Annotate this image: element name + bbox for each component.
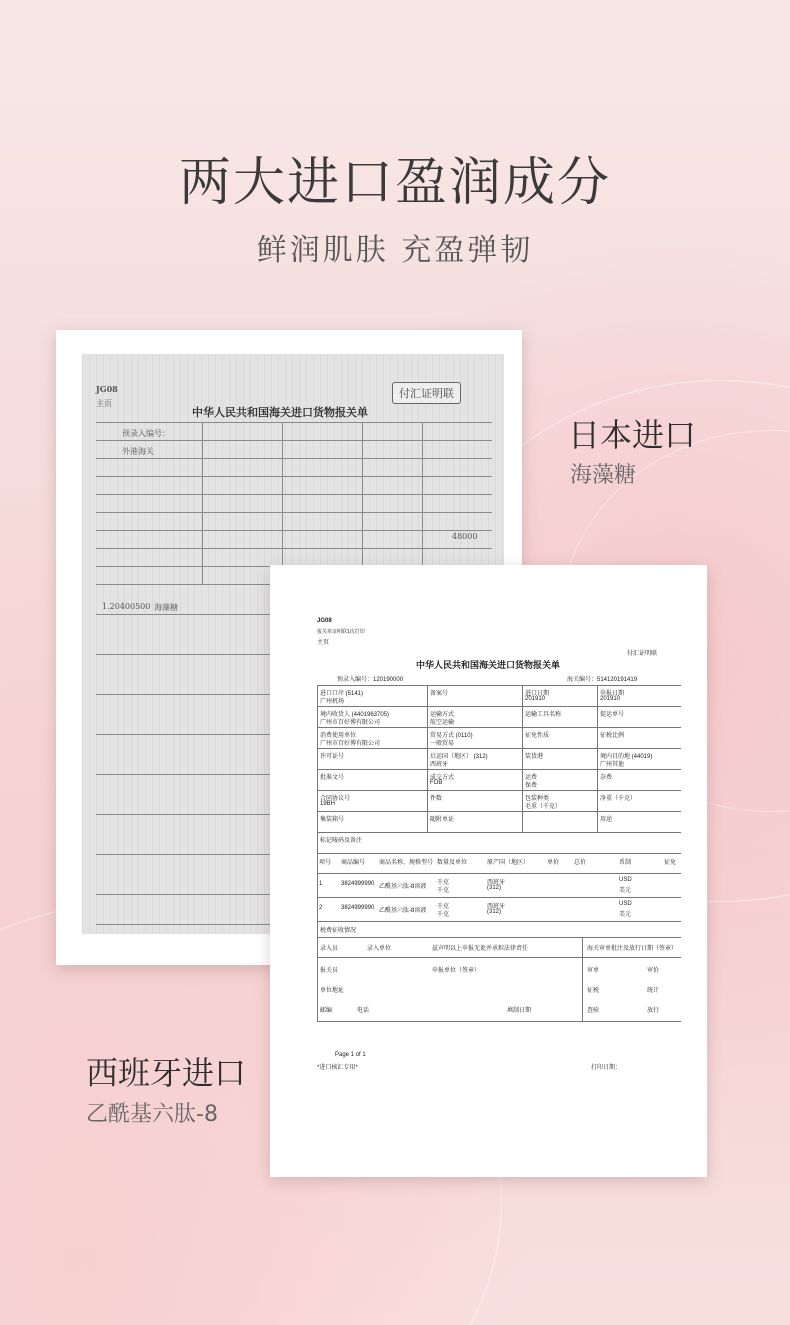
table-border	[317, 811, 681, 812]
goods-name: 乙酰基六肽-8溶液	[379, 884, 427, 890]
table-divider	[522, 685, 523, 706]
table-divider	[427, 769, 428, 790]
table-cell-label: 批准文号	[320, 775, 345, 781]
footer-field: 报关员	[320, 968, 339, 974]
doc-code: JG08	[317, 618, 332, 624]
doc-entry-no: 预录入编号：	[122, 429, 170, 438]
table-divider	[522, 706, 523, 727]
footer-field: 邮编	[320, 1008, 333, 1014]
table-cell-label: 境内目的地 (44019)	[600, 754, 653, 760]
table-cell-value: 毛重（千克）	[525, 804, 562, 810]
form-line	[96, 548, 492, 549]
table-cell-label: 消费使用单位	[320, 733, 357, 739]
table-cell-value: 广州市百好博有限公司	[320, 720, 381, 726]
form-line	[202, 422, 203, 584]
table-divider	[427, 706, 428, 727]
footer-field: 填制日期	[507, 1008, 532, 1014]
form-line	[96, 458, 492, 459]
table-cell-value: 广州其他	[600, 762, 625, 768]
goods-currency: 美元	[619, 888, 632, 894]
footer-field: 征税	[587, 988, 600, 994]
table-divider	[597, 790, 598, 811]
form-line	[282, 422, 283, 584]
table-cell-label: 集装箱号	[320, 817, 345, 823]
table-cell-label: 成交方式	[430, 775, 455, 781]
footer-field: 海关审单批注及放行日期（签章）	[587, 946, 678, 952]
table-border	[317, 832, 681, 833]
table-divider	[597, 811, 598, 832]
doc-line-no: 1.20400500	[102, 602, 151, 611]
table-cell-value: 保费	[525, 783, 538, 789]
doc-page: 主页	[317, 640, 330, 646]
table-border	[317, 853, 681, 854]
table-cell-label: 件数	[430, 796, 443, 802]
table-cell-label: 运费	[525, 775, 538, 781]
goods-currency: USD	[619, 901, 632, 907]
doc-pre-no: 预录入编号：120190000	[337, 677, 404, 683]
form-line	[96, 530, 492, 531]
goods-header-cell: 数量及单位	[437, 860, 468, 866]
form-line	[96, 440, 492, 441]
table-border	[317, 921, 681, 922]
footer-field: 统计	[647, 988, 660, 994]
footer-field: 放行	[647, 1008, 660, 1014]
footer-field: 查验	[587, 1008, 600, 1014]
table-cell-label: 申报日期	[600, 691, 625, 697]
goods-qty: 千克	[437, 888, 450, 894]
table-border	[317, 937, 681, 938]
table-border	[317, 957, 681, 958]
doc-customs-no: 海关编号：514120191419	[567, 677, 638, 683]
page-title: 两大进口盈润成分	[178, 153, 611, 213]
form-line	[96, 512, 492, 513]
table-divider	[597, 706, 598, 727]
footer-field: 录入员	[320, 946, 339, 952]
form-line	[96, 476, 492, 477]
doc-title: 中华人民共和国海关进口货物报关单	[415, 660, 560, 670]
goods-name: 乙酰基六肽-8溶液	[379, 908, 427, 914]
doc-amount: 48000	[452, 532, 478, 541]
table-divider	[427, 727, 428, 748]
table-cell-label: 启运国（地区） (312)	[430, 754, 488, 760]
goods-header-cell: 总价	[574, 860, 587, 866]
footer-field: 电话	[357, 1008, 370, 1014]
goods-origin: (312)	[487, 885, 502, 891]
table-cell-value: FOB	[430, 780, 443, 786]
table-cell-label: 标记唛码及备注	[320, 838, 363, 844]
new-document-frame	[270, 565, 707, 1177]
goods-currency: USD	[619, 877, 632, 883]
goods-no: 2	[319, 905, 323, 911]
table-cell-label: 征税比例	[600, 733, 625, 739]
goods-header-cell: 项号	[319, 860, 332, 866]
table-cell-label: 用途	[600, 817, 613, 823]
table-cell-label: 进口口岸 (5141)	[320, 691, 364, 697]
footer-field: 单位地址	[320, 988, 345, 994]
doc-title: 中华人民共和国海关进口货物报关单	[192, 406, 368, 419]
goods-qty: 千克	[437, 880, 450, 886]
form-line	[362, 422, 363, 584]
goods-origin: (312)	[487, 909, 502, 915]
table-cell-label: 运输工具名称	[525, 712, 562, 718]
new-customs-declaration	[295, 590, 681, 1155]
table-divider	[522, 727, 523, 748]
form-line	[96, 422, 492, 423]
table-border	[317, 1021, 681, 1022]
goods-header-cell: 币制	[619, 860, 632, 866]
goods-header-cell: 商品名称、规格型号	[379, 860, 434, 866]
goods-code: 3824999990	[341, 881, 375, 887]
table-cell-label: 运输方式	[430, 712, 455, 718]
table-cell-label: 进口日期	[525, 691, 550, 697]
tax-label: 税费征收情况	[320, 928, 357, 934]
goods-qty: 千克	[437, 912, 450, 918]
table-cell-label: 杂费	[600, 775, 613, 781]
goods-header-cell: 征免	[664, 860, 677, 866]
table-cell-label: 征免性质	[525, 733, 550, 739]
table-divider	[582, 937, 583, 1021]
spain-ingredient: 乙酰基六肽-8	[86, 1102, 218, 1127]
doc-goods: 海藻糖	[154, 603, 178, 612]
doc-port: 外港海关	[122, 447, 154, 456]
doc-pager: Page 1 of 1	[335, 1052, 366, 1058]
goods-origin: 西班牙	[487, 880, 506, 886]
table-border	[317, 706, 681, 707]
goods-no: 1	[319, 881, 323, 887]
table-cell-value: 201910	[525, 696, 546, 702]
footer-field: 录入单位	[367, 946, 392, 952]
goods-origin: 西班牙	[487, 904, 506, 910]
page-subtitle: 鲜润肌肤 充盈弹韧	[256, 233, 534, 268]
table-cell-value: 广州市百好博有限公司	[320, 741, 381, 747]
table-cell-value: 西班牙	[430, 762, 449, 768]
table-cell-label: 包装种类	[525, 796, 550, 802]
form-line	[96, 494, 492, 495]
goods-header-cell: 商品编号	[341, 860, 366, 866]
table-border	[317, 873, 681, 874]
table-border	[317, 685, 318, 1021]
footer-field: 兹声明以上申报无讹并承担法律责任	[432, 946, 529, 952]
table-cell-value: 航空运输	[430, 720, 455, 726]
japan-import-label: 日本进口	[568, 416, 697, 454]
footer-field: 审价	[647, 968, 660, 974]
table-border	[317, 748, 681, 749]
doc-page: 主页	[96, 399, 112, 408]
table-cell-label: 许可证号	[320, 754, 345, 760]
table-cell-label: 境内收货人 (4401963705)	[320, 712, 390, 718]
table-divider	[597, 727, 598, 748]
table-cell-value: 19BH	[320, 801, 336, 807]
goods-header-cell: 单价	[547, 860, 560, 866]
table-cell-label: 备案号	[430, 691, 449, 697]
table-divider	[597, 748, 598, 769]
table-cell-label: 合同协议号	[320, 796, 351, 802]
table-cell-value: 201910	[600, 696, 621, 702]
table-divider	[597, 769, 598, 790]
table-cell-label: 净重（千克）	[600, 796, 637, 802]
doc-code: JG08	[96, 384, 118, 394]
table-border	[317, 685, 681, 686]
goods-code: 3824999990	[341, 905, 375, 911]
table-divider	[427, 811, 428, 832]
table-cell-label: 贸易方式 (0110)	[430, 733, 473, 739]
table-border	[317, 897, 681, 898]
table-divider	[522, 748, 523, 769]
footer-field: 审单	[587, 968, 600, 974]
table-divider	[522, 790, 523, 811]
table-border	[317, 769, 681, 770]
table-divider	[427, 790, 428, 811]
table-cell-label: 装货港	[525, 754, 544, 760]
table-divider	[427, 748, 428, 769]
doc-sub: 报关单证明联1次打印	[317, 629, 365, 635]
goods-header-cell: 原产国（地区）	[487, 860, 530, 866]
table-border	[317, 790, 681, 791]
doc-print-date: 打印日期：	[591, 1065, 622, 1071]
table-cell-value: 广州机场	[320, 699, 345, 705]
doc-stamp: 付汇证明联	[627, 651, 658, 657]
table-divider	[522, 811, 523, 832]
table-divider	[427, 685, 428, 706]
form-line	[422, 422, 423, 584]
table-divider	[522, 769, 523, 790]
footer-field: 申报单位（签章）	[432, 968, 481, 974]
table-cell-value: 一般贸易	[430, 741, 455, 747]
table-border	[317, 727, 681, 728]
goods-currency: 美元	[619, 912, 632, 918]
japan-ingredient: 海藻糖	[570, 463, 637, 488]
doc-stamp: 付汇证明联	[392, 382, 461, 404]
doc-note: *进口核汇专用*	[317, 1065, 358, 1071]
table-cell-label: 随附单证	[430, 817, 455, 823]
table-divider	[597, 685, 598, 706]
spain-import-label: 西班牙进口	[86, 1054, 247, 1092]
goods-qty: 千克	[437, 904, 450, 910]
table-cell-label: 提运单号	[600, 712, 625, 718]
